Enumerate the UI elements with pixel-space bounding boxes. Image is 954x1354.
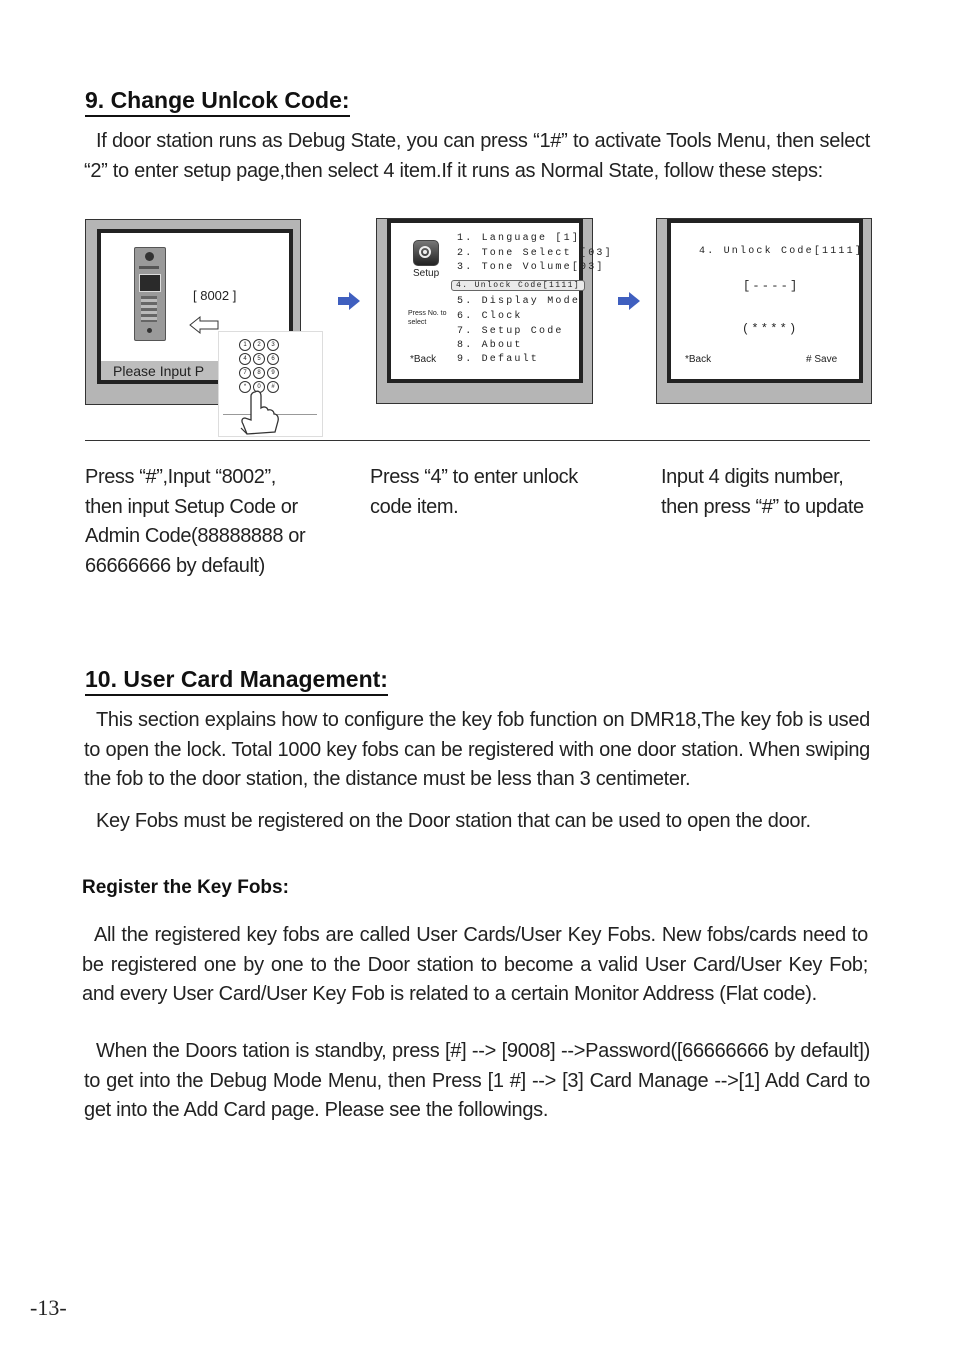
- setup-menu-item: 9. Default: [457, 354, 540, 365]
- keypad-key: *: [239, 381, 251, 393]
- setup-menu-item: 2. Tone Select [03]: [457, 248, 613, 259]
- keypad-key: 2: [253, 339, 265, 351]
- screen-3-display: [667, 219, 863, 383]
- keypad-key: 7: [239, 367, 251, 379]
- section-10-paragraph-1: This section explains how to configure the key fob function on DMR18,The key fob is used to open the lock. Total 1000 key fobs can be registered with one door station. When swiping the fob to the door station, the distance must be less than 3 centimeter.: [84, 709, 870, 790]
- page-number: -13-: [30, 1295, 67, 1320]
- keypad-key: 9: [267, 367, 279, 379]
- arrow-right-icon: [618, 292, 640, 310]
- caption-step-1: Press “#”,Input “8002”, then input Setup Code or Admin Code(88888888 or 66666666 by default): [85, 466, 306, 577]
- section-9-intro: If door station runs as Debug State, you can press “1#” to activate Tools Menu, then select “2” to enter setup page,then select 4 item.If it runs as Normal State, follow these steps:: [84, 130, 870, 182]
- setup-menu-item: 8. About: [457, 340, 523, 351]
- screen-unlock-code: [656, 218, 872, 404]
- keypad-key: 4: [239, 353, 251, 365]
- keypad-key: 6: [267, 353, 279, 365]
- setup-menu-item: 7. Setup Code: [457, 326, 564, 337]
- divider: [85, 440, 870, 441]
- setup-menu-item: 1. Language [1]: [457, 233, 581, 244]
- keypad-illustration: [218, 331, 323, 437]
- section-10-paragraph-2: Key Fobs must be registered on the Door station that can be used to open the door.: [96, 810, 811, 832]
- keypad-key: 0: [253, 381, 265, 393]
- setup-gear-icon: [413, 240, 439, 266]
- caption-step-3: Input 4 digits number, then press “#” to update: [661, 466, 864, 518]
- keypad-key: 3: [267, 339, 279, 351]
- setup-menu-item: 6. Clock: [457, 311, 523, 322]
- keypad-key: 1: [239, 339, 251, 351]
- setup-label: Setup: [413, 268, 440, 279]
- keypad-key: 5: [253, 353, 265, 365]
- setup-menu-item: 5. Display Mode: [457, 296, 581, 307]
- keypad-key: #: [267, 381, 279, 393]
- section-10-paragraph-4: When the Doors tation is standby, press [#] --> [9008] -->Password([66666666 by default]) to get into the Debug Mode Menu, then Press [1 #] --> [3] Card Manage -->[1] Add Card to get into the Add Card page. Please see the followings.: [84, 1040, 870, 1121]
- setup-menu-item: 3. Tone Volume[03]: [457, 262, 605, 273]
- back-label: *Back: [410, 354, 437, 365]
- screen-setup-menu: [376, 218, 613, 404]
- section-10-title: 10. User Card Management:: [85, 665, 388, 696]
- setup-menu-list: [456, 233, 613, 373]
- code-display: [ 8002 ]: [193, 288, 237, 303]
- arrow-right-icon: [338, 292, 360, 310]
- unlock-code-title: 4. Unlock Code[1111]: [699, 246, 864, 257]
- press-hint: Press No. to select: [408, 310, 447, 326]
- section-9-title: 9. Change Unlcok Code:: [85, 86, 350, 117]
- save-label: # Save: [806, 354, 838, 365]
- code-entry-field: [----]: [743, 279, 800, 293]
- caption-step-2: Press “4” to enter unlock code item.: [370, 466, 578, 518]
- back-label: *Back: [685, 354, 712, 365]
- prompt-text: Please Input P: [113, 363, 205, 379]
- setup-menu-item: 4. Unlock Code[1111]: [451, 280, 585, 291]
- door-station-icon: [134, 247, 166, 341]
- keypad: [239, 339, 293, 395]
- register-subtitle: Register the Key Fobs:: [82, 877, 289, 898]
- left-arrow-icon: [189, 315, 219, 335]
- keypad-key: 8: [253, 367, 265, 379]
- masked-code: (****): [742, 322, 799, 336]
- section-10-paragraph-3: All the registered key fobs are called User Cards/User Key Fobs. New fobs/cards need to be registered one by one to the Door station to become a valid User Card/User Key Fob; and every User Card/User Key Fob is related to a certain Monitor Address (Flat code).: [82, 924, 868, 1005]
- screen-2-display: [387, 219, 613, 383]
- finger-icon: [233, 388, 283, 436]
